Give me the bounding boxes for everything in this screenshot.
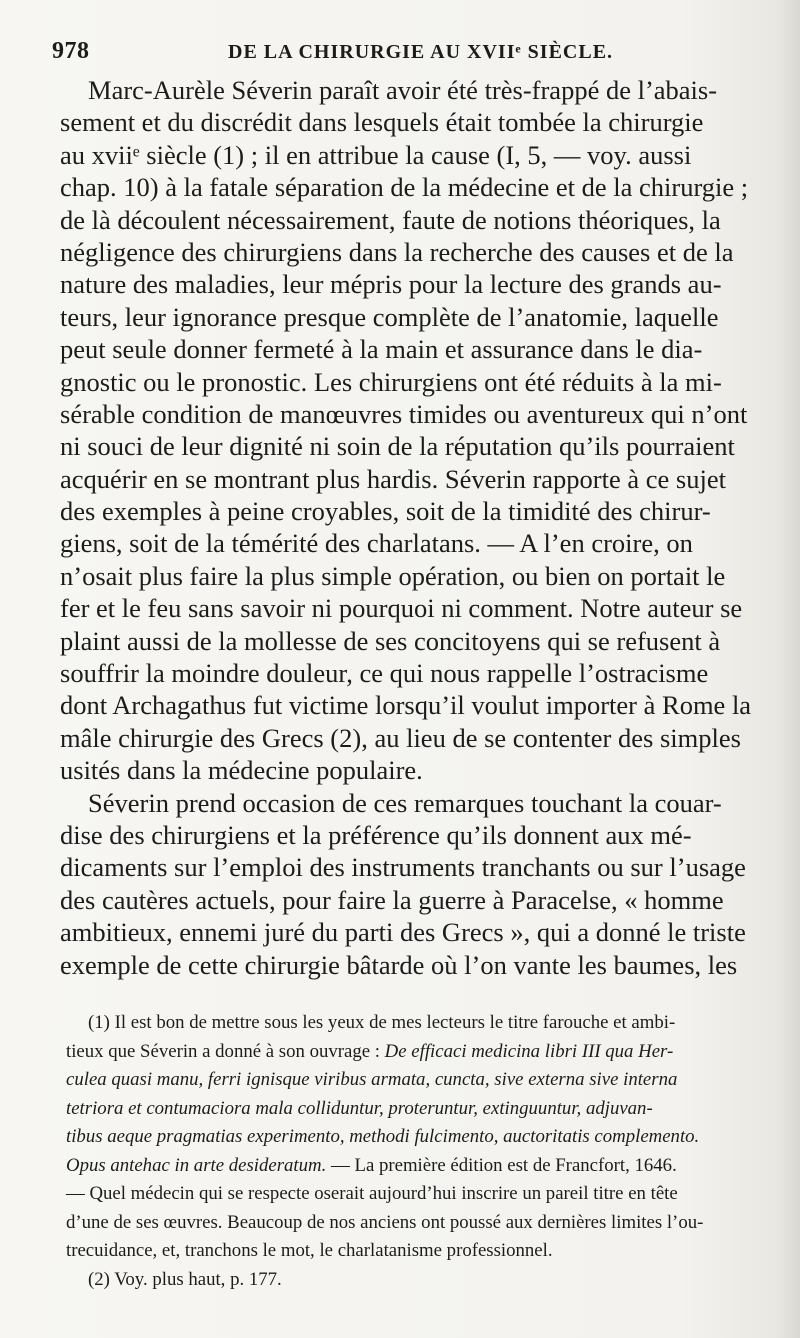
text-line: dicaments sur l’emploi des instruments tranchants ou sur l’usage (60, 852, 746, 883)
footnote-1-line: (1) Il est bon de mettre sous les yeux de mes lecteurs le titre farouche et ambi- (88, 1012, 676, 1033)
text-line: des exemples à peine croyables, soit de la timidité des chirur- (60, 496, 711, 527)
running-head: DE LA CHIRURGIE AU XVIIᵉ SIÈCLE. (228, 41, 614, 63)
book-title-italic: De efficaci medicina libri III qua Her- (384, 1040, 674, 1062)
text-line: gnostic ou le pronostic. Les chirurgiens ont été réduits à la mi- (60, 366, 722, 397)
text-line: Séverin prend occasion de ces remarques touchant la couar- (88, 787, 722, 818)
page-number: 978 (52, 38, 90, 64)
book-title-italic: Opus antehac in arte desideratum. (66, 1154, 327, 1176)
footnotes (66, 1009, 800, 1294)
body-text (60, 74, 800, 981)
text-line: usités dans la médecine populaire. (60, 755, 423, 786)
footnote-text: — La première édition est de Francfort, 1646. (326, 1154, 677, 1176)
text-line: exemple de cette chirurgie bâtarde où l’on vante les baumes, les (60, 949, 738, 980)
footnote-2: (2) Voy. plus haut, p. 177. (88, 1268, 282, 1290)
text-line: fer et le feu sans savoir ni pourquoi ni comment. Notre auteur se (60, 593, 743, 624)
text-line: dise des chirurgiens et la préférence qu’ils donnent aux mé- (60, 819, 692, 850)
text-line: chap. 10) à la fatale séparation de la médecine et de la chirurgie ; (60, 172, 749, 203)
text-line: Marc-Aurèle Séverin paraît avoir été très-frappé de l’abais- (88, 75, 718, 105)
text-line: plaint aussi de la mollesse de ses concitoyens qui se refusent à (60, 625, 721, 656)
text-line: ambitieux, ennemi juré du parti des Grecs », qui a donné le triste (60, 917, 746, 948)
text-line: sement et du discrédit dans lesquels était tombée la chirurgie (60, 107, 704, 138)
text-line: nature des maladies, leur mépris pour la lecture des grands au- (60, 269, 722, 300)
text-line: n’osait plus faire la plus simple opération, ou bien on portait le (60, 560, 726, 591)
footnote-1-line: tibus aeque pragmatias experimento, methodi fulcimento, auctoritatis complemento. (66, 1126, 700, 1147)
footnote-1-line: — Quel médecin qui se respecte oserait aujourd’hui inscrire un pareil titre en tête (66, 1183, 678, 1204)
footnote-1-line (66, 1038, 800, 1067)
footnote-1-line (66, 1066, 800, 1095)
page-header (52, 38, 772, 70)
text-line: ni souci de leur dignité ni soin de la réputation qu’ils pourraient (60, 431, 735, 462)
book-title-italic: culea quasi manu, ferri ignisque viribus armata, cuncta, (66, 1069, 495, 1090)
footnote-1-line: d’une de ses œuvres. Beaucoup de nos anciens ont poussé aux dernières limites l’ou- (66, 1211, 704, 1233)
text-line: de là découlent nécessairement, faute de notions théoriques, la (60, 204, 721, 235)
text-line: teurs, leur ignorance presque complète de l’anatomie, laquelle (60, 301, 719, 332)
book-title-italic: sive externa sive interna (494, 1069, 678, 1090)
text-line: giens, soit de la témérité des charlatans. — A l’en croire, on (60, 528, 693, 559)
footnote-text: tieux que Séverin a donné à son ouvrage : (66, 1040, 385, 1062)
text-line: acquérir en se montrant plus hardis. Séverin rapporte à ce sujet (60, 463, 726, 494)
text-line: souffrir la moindre douleur, ce qui nous rappelle l’ostracisme (60, 658, 709, 689)
text-line: au xviiᵉ siècle (1) ; il en attribue la cause (I, 5, — voy. aussi (60, 139, 692, 170)
footnote-1-line: trecuidance, et, tranchons le mot, le charlatanisme professionnel. (66, 1240, 553, 1261)
footnote-1-line: tetriora et contumaciora mala colliduntur, proteruntur, extinguuntur, adjuvan- (66, 1097, 653, 1119)
text-line: sérable condition de manœuvres timides ou aventureux qui n’ont (60, 398, 748, 429)
text-line: dont Archagathus fut victime lorsqu’il voulut importer à Rome la (60, 690, 752, 721)
text-line: mâle chirurgie des Grecs (2), au lieu de se contenter des simples (60, 722, 741, 753)
footnote-1-line (66, 1152, 800, 1181)
text-line: négligence des chirurgiens dans la recherche des causes et de la (60, 236, 734, 267)
text-line: des cautères actuels, pour faire la guerre à Paracelse, « homme (60, 884, 724, 915)
text-line: peut seule donner fermeté à la main et assurance dans le dia- (60, 334, 703, 365)
